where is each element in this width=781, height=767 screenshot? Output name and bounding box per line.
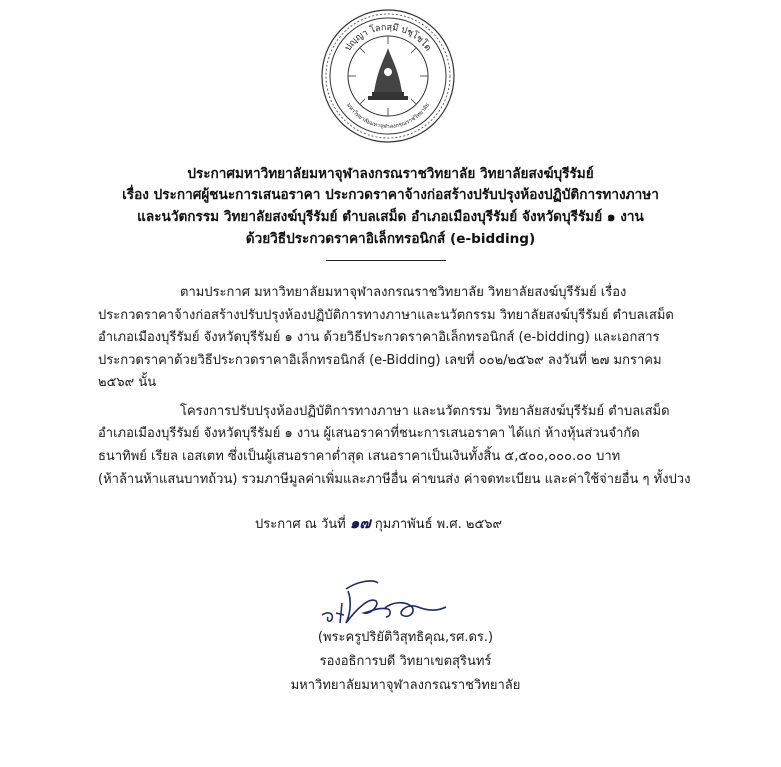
paragraph-2-line: โครงการปรับปรุงห้องปฏิบัติการทางภาษา และนวัตกรรม วิทยาลัยสงฆ์บุรีรัมย์ ตำบลเสม็ด (180, 404, 670, 419)
heading-line-3: และนวัตกรรม วิทยาลัยสงฆ์บุรีรัมย์ ตำบลเสม็ด อำเภอเมืองบุรีรัมย์ จังหวัดบุรีรัมย์ ๑ งาน (137, 209, 644, 225)
paragraph-1-line: ประกวดราคาด้วยวิธีประกวดราคาอิเล็กทรอนิกส์ (e-Bidding) เลขที่ ๐๐๒/๒๕๖๙ ลงวันที่ ๒๗ มกราคม (98, 353, 662, 368)
seal-bottom-text: มหาวิทยาลัยมหาจุฬาลงกรณราชวิทยาลัย (345, 102, 431, 131)
university-seal-logo (320, 8, 456, 144)
paragraph-2-line: อำเภอเมืองบุรีรัมย์ จังหวัดบุรีรัมย์ ๑ งาน ผู้เสนอราคาที่ชนะการเสนอราคา ได้แก่ ห้างหุ้นส่วนจำกัด (98, 426, 640, 441)
signatory-organization: มหาวิทยาลัยมหาจุฬาลงกรณราชวิทยาลัย (290, 678, 521, 693)
heading-line-1: ประกาศมหาวิทยาลัยมหาจุฬาลงกรณราชวิทยาลัย วิทยาลัยสงฆ์บุรีรัมย์ (187, 166, 594, 182)
paragraph-1-line: ๒๕๖๙ นั้น (98, 375, 157, 390)
paragraph-1-line: ประกวดราคาจ้างก่อสร้างปรับปรุงห้องปฏิบัติการทางภาษาและนวัตกรรม วิทยาลัยสงฆ์บุรีรัมย์ ตำบลเสม็ด (98, 308, 674, 323)
announcement-month-year: กุมภาพันธ์ พ.ศ. ๒๕๖๙ (374, 517, 503, 532)
heading-line-2: เรื่อง ประกาศผู้ชนะการเสนอราคา ประกวดราคาจ้างก่อสร้างปรับปรุงห้องปฏิบัติการทางภาษา (122, 187, 659, 203)
handwritten-signature (318, 571, 488, 631)
paragraph-2-line: (ห้าล้านห้าแสนบาทถ้วน) รวมภาษีมูลค่าเพิ่มและภาษีอื่น ค่าขนส่ง ค่าจดทะเบียน และค่าใช้จ่ายอื่น ๆ ทั้งปวง (98, 472, 691, 487)
seal-top-text: ปญฺญา โลกสฺมึ ปชฺโชโต (343, 22, 433, 54)
paragraph-1-line: อำเภอเมืองบุรีรัมย์ จังหวัดบุรีรัมย์ ๑ งาน ด้วยวิธีประกวดราคาอิเล็กทรอนิกส์ (e-bidding) และเอกสาร (98, 330, 660, 345)
heading-divider (326, 260, 446, 261)
paragraph-2-line: ธนาทิพย์ เรียล เอสเตท ซึ่งเป็นผู้เสนอราคาต่ำสุด เสนอราคาเป็นเงินทั้งสิ้น ๕,๕๐๐,๐๐๐.๐๐ บาท (98, 449, 621, 464)
signatory-position: รองอธิการบดี วิทยาเขตสุรินทร์ (319, 654, 492, 669)
announcement-prefix: ประกาศ ณ วันที่ (255, 517, 346, 532)
signatory-name: (พระครูปริยัติวิสุทธิคุณ,รศ.ดร.) (317, 630, 494, 645)
paragraph-1-line: ตามประกาศ มหาวิทยาลัยมหาจุฬาลงกรณราชวิทยาลัย วิทยาลัยสงฆ์บุรีรัมย์ เรื่อง (180, 285, 627, 300)
heading-line-4: ด้วยวิธีประกวดราคาอิเล็กทรอนิกส์ (e-bidding) (245, 231, 536, 247)
announcement-date (255, 513, 502, 535)
announcement-day: ๑๗ (349, 514, 371, 532)
